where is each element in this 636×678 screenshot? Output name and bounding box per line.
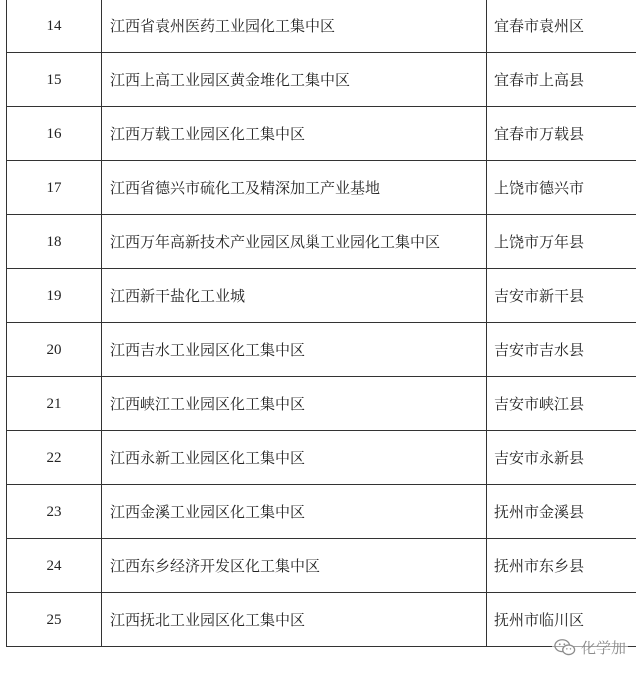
- park-name-cell: 江西万年高新技术产业园区凤巢工业园化工集中区: [102, 215, 487, 269]
- table-row: [7, 53, 636, 107]
- location-cell: 吉安市峡江县: [487, 377, 636, 431]
- park-name-cell: 江西永新工业园区化工集中区: [102, 431, 487, 485]
- location-cell: 宜春市袁州区: [487, 0, 636, 53]
- table-body: [7, 0, 636, 647]
- row-number-cell: 16: [7, 107, 102, 161]
- wechat-icon: [554, 638, 576, 657]
- park-name-cell: 江西新干盐化工业城: [102, 269, 487, 323]
- location-cell: 吉安市吉水县: [487, 323, 636, 377]
- chemical-park-table: [6, 0, 636, 647]
- location-cell: 抚州市东乡县: [487, 539, 636, 593]
- park-name-cell: 江西上高工业园区黄金堆化工集中区: [102, 53, 487, 107]
- park-name-cell: 江西东乡经济开发区化工集中区: [102, 539, 487, 593]
- row-number-cell: 19: [7, 269, 102, 323]
- table-row: [7, 431, 636, 485]
- park-name-cell: 江西省袁州医药工业园化工集中区: [102, 0, 487, 53]
- location-cell: 上饶市万年县: [487, 215, 636, 269]
- table-row: [7, 539, 636, 593]
- table-row: [7, 161, 636, 215]
- table-row: [7, 0, 636, 53]
- location-cell: 宜春市万载县: [487, 107, 636, 161]
- location-cell: 吉安市新干县: [487, 269, 636, 323]
- park-name-cell: 江西峡江工业园区化工集中区: [102, 377, 487, 431]
- location-cell: 抚州市临川区: [487, 593, 636, 647]
- park-name-cell: 江西金溪工业园区化工集中区: [102, 485, 487, 539]
- row-number-cell: 25: [7, 593, 102, 647]
- location-cell: 上饶市德兴市: [487, 161, 636, 215]
- table-row: [7, 215, 636, 269]
- park-name-cell: 江西吉水工业园区化工集中区: [102, 323, 487, 377]
- table-row: [7, 107, 636, 161]
- location-cell: 吉安市永新县: [487, 431, 636, 485]
- table-row: [7, 323, 636, 377]
- row-number-cell: 24: [7, 539, 102, 593]
- row-number-cell: 17: [7, 161, 102, 215]
- location-cell: 抚州市金溪县: [487, 485, 636, 539]
- row-number-cell: 14: [7, 0, 102, 53]
- row-number-cell: 23: [7, 485, 102, 539]
- watermark-text: 化学加: [580, 639, 626, 657]
- row-number-cell: 21: [7, 377, 102, 431]
- row-number-cell: 20: [7, 323, 102, 377]
- row-number-cell: 18: [7, 215, 102, 269]
- park-name-cell: 江西万载工业园区化工集中区: [102, 107, 487, 161]
- table-row: [7, 377, 636, 431]
- table-row: [7, 269, 636, 323]
- watermark: [552, 637, 628, 658]
- table-row: [7, 485, 636, 539]
- location-cell: 宜春市上高县: [487, 53, 636, 107]
- park-name-cell: 江西省德兴市硫化工及精深加工产业基地: [102, 161, 487, 215]
- row-number-cell: 22: [7, 431, 102, 485]
- table-row: [7, 593, 636, 647]
- row-number-cell: 15: [7, 53, 102, 107]
- park-name-cell: 江西抚北工业园区化工集中区: [102, 593, 487, 647]
